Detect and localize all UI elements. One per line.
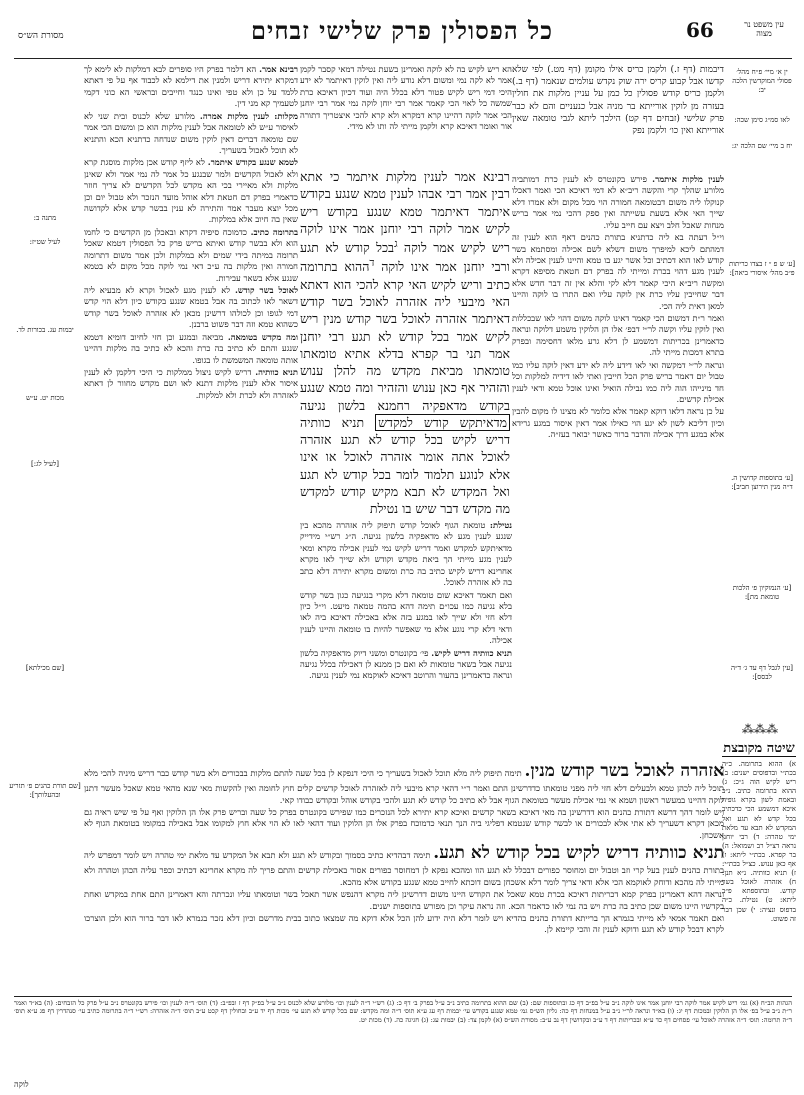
margin-note: לאו סמ״ג סימן שכה: (734, 116, 790, 124)
footnote-divider (14, 996, 792, 997)
margin-note: לעיל שט״ז: (29, 238, 61, 246)
margin-note: [עין לגבל דף עד ג׳ ד״ה לבסס]: (731, 664, 793, 681)
gemara-text: בכל קודש לא תגע ורבי יוחנן אמר אינו לוקה (300, 240, 510, 275)
tosafot-text: ואמר ר״ת דמשום הכי קאמר דאינו לוקה משום דהוי לאו שבכללות ואין לוקין עליו וקשה לר״י דבפ׳ אלו הן הלוקין משמע דלוקה ונראה כדאמרינן בכריתות דמשמע לן דלא גרע מלאו דחסימה ובפרק בתרא דמכות מייתי לה. (512, 313, 724, 358)
rashi-commentary (84, 64, 298, 754)
rashi-text: לא לענין מגע לאכול וקרא לא מבעיא ליה דשאר לאו לכתוב בה אבל בטמא שנגע בקודש כיון דלא הוי קדש דמי לגופו וכן לכולהו דרשינן מכאן לא אזהרה לאוכל בשר קודש כשהוא טמא וזה דבר פשוט ברבנן. (84, 285, 298, 330)
tosafot-heading: תניא כוותיה דריש לקיש. (431, 647, 512, 658)
catchword: לוקה (14, 1080, 29, 1089)
gemara-text: דאיתמר אזהרה לאוכל בשר קודש מנין ריש לקיש אמר בכל קודש לא תגע רבי יוחנן אמר תני בר קפרא בדלא אתיא טומאתו טומאתו מביאת מקדש מה להלן ענוש והזהיר אף כאן ענוש והזהיר (300, 311, 510, 396)
rashi-text: מלורע שלא לכנוס ובית שני לא לאיסור ע״ש לא לטומאה אבל לענין מלקות הוא כן ומשום הכי אמר שם טומאה דברים דאין לוקין משום שנדחה כדתניא הכא והתניא לא תוכל לאכול בשעריך. (84, 110, 298, 155)
tosafot-text: ונראה דהא דאמרינן בפרק קמא דכריתות דאיכא בכרת טמא שאכל את הקודש היינו משום דדרשינן ליה מקרא דהנפש אשר תאכל בשר וטומאתו עליו ונכרתה והא דאמרינן התם אחת במקדש ואחת בקדשיו היינו משום שכן כתיב בה כרת ויש בה נמי לאו כדאמר הכא. וזה נראה עיקר וכן מפורש בתוספות ישנים. (84, 889, 724, 911)
footnotes-block: הגהות הב״ח (א) גמ׳ ריש לקיש אמר לוקה רבי יוחנן אמר אינו לוקה נ״ב ע״ל בפ״ב דף כג ובתוספות שם: (ב) שם ההוא בתרומה כתיב נ״ב ע״ל בפרק ב׳ דף כ: (ג) רש״י ד״ה לענין וכו׳ מלורע שלא לכנוס נ״ב ע״ל בפ״ק דף ז ובפ״ב: (ד) תוס׳ ד״ה לענין וכו׳ פירש בקונטרס נ״ב ע״ל פרק כל הזבחים: (ה) בא״ד ואמר ר״ת נ״ב ע״ל בפ׳ אלו הן הלוקין ובמכות דף יג: (ו) בא״ד ונראה לר״י נ״ב ע״ל במנחות דף כה: גליון הש״ס גמ׳ טמא שנגע בקודש עי׳ יבמות דף עג ע״א תוס׳ ד״ה ומה מקדש: שם בכל קודש לא תגע עי׳ מכות דף יד ע״ב ובחולין דף קכט ע״ב תוס׳ ד״ה אזהרה: רש״י ד״ה בתרומה כתיב עי׳ סנהדרין דף פג ע״א תוס׳ ד״ה תרומה: תוס׳ ד״ה אזהרה לאוכל עי׳ פסחים דף כד ע״א ובכריתות דף ד ע״ב ובקדושין דף נב ע״ב: מסורת הש״ס (א) לקמן צד: (ב) יבמות עג: (ג) חגיגה כה. (ד) מכות יט. (14, 999, 792, 1024)
rashi-heading: תניא כוותיה. (255, 366, 298, 377)
rashi-text: כדמוכח סיפיה דקרא ובאכלן מן הקדשים כי לחמו הוא ולא בבשר קודש ואיתא בריש פרק כל הפסולין דטמא שאכל תרומה במיתה בידי שמים ולא במלקות ולכן אמר משום דתרומה חמורה ואין מלקות בה ע״כ דאי נמי לוקה מכל מקום לא בטמא שנגע אלא בשאר עבירות. (84, 226, 298, 283)
tosafot-lower-block (300, 520, 512, 760)
tosafot-text: פירש בקונטרס לא לענין כרת דמותביה מלורע שהלך קרי והקשה ריב״א לא דמי דאיכא הכי ואמר דאכלו קנוקלו ליה משום דבטומאה חמורה הוי מכל מקום ולא אמרו דלא שייך האי אלא בשעת עשייתה ואין ספק דהכי נמי אמר בריש מנחות שאכל חלב ויצא עם חייב עליו. (512, 174, 724, 230)
page-number: 66 (686, 18, 714, 42)
margin-note: [לעיל לג:] (31, 460, 59, 468)
rashi-text: הא דלמר בפרק היו סופרים לבא דמלקות לא לימא לך דמקרא יתירא דריש ולמנין את דילמא לא לכבוד אף על פי דאתא ללמד על כן ולא טפי ואינו כנגד וחייבים ובראשי הא כוני דקמי לטעמיך קא מני דין. (84, 64, 298, 109)
rashi-heading: ומה מקדש בטומאה. (227, 331, 298, 342)
margin-note: יבמות עג. בכורות לד. (16, 326, 74, 334)
gemara-top-right-block: דיבמות (דף ז.) ולקמן כריס אילו מקומן (דף מט.) לפי שלא קדשו אבל קבוע קריס ירה שוק נקדש עולמים שנאמר (דף ב.) ולקמן כריס קודש פסולין כל כמן על עניין מלקות את חולין בעזרה מן לוקין אורייתא בר מניה אבל כנעניים והם לא כבר פרק שלישי (זבחים דף קט) הילכך ליתא לגבי טומאה שאין אורייתא ואין כו׳ ולקמן נפק (512, 65, 724, 137)
margin-note: [ע׳ בתוספות קדושין ה. ד״ה מנין תירוצן חביב]: (731, 474, 793, 491)
tosafot-heading: אזהרה לאוכל בשר קודש מנין. (524, 761, 724, 781)
ein-mishpat-label: עין משפט נר מצוה (744, 20, 784, 39)
rashi-text: דריש לקיש ניצול ממלקות כי היכי דלקמן לא לענין איסור אלא לענין מלקות דתנא לאו ושם מקדש מחוור לן דאתא לאזהרה ולא לכרת ולא למלקות. (84, 366, 298, 400)
tosafot-heading: לענין מלקות איתמר. (652, 174, 724, 184)
shita-title: שיטה מקובצת (723, 741, 795, 756)
tosafot-text: על כן נראה דלאו דוקא קאמר אלא כלומר לא מצינו לו מקום להבין וכיון דליכא לשון לא יגע הוי כאילו אמר דאין איסור במגע גרידא אלא במגע דרך אכילה והדבר ברור כאשר יבואר בעז״ה. (512, 406, 724, 440)
margin-note: [ע׳ הנמוקיון פ׳ הלכות טומאת מת]: (732, 584, 792, 601)
rashi-heading: לאוכל בשר קודש. (234, 285, 298, 296)
rashi-heading: מקלות: לענין מלקות אמרה. (199, 110, 298, 121)
margin-note: [שם תורת כהנים פ׳ תזריע ובהעלותך]: (9, 782, 81, 799)
shita-mekubetzet-box (722, 740, 796, 990)
tosafot-text: ואם תאמר דאיכא שום טומאה דלא מקרי בנגיעה כגון בשר קודש בלא נגיעה כמו עכו״ם תימה דהא בהמה טמאה מיעט. וי״ל כיון דלא חזי ולא שייך לאו במגע בזה אלא באכילה דאיכא ביה לאו ודאי דלא קרי נוגע אלא מי שאפשר להיות בו טומאה והיינו לענין אכילה. (300, 589, 512, 646)
tosafot-heading: נטילת: (489, 520, 512, 530)
tosafot-text: ואם תאמר אמאי לא מייתי בגמרא הך ברייתא דתורת כהנים בהדיא ויש לומר דלא היה ידוע להן הכל אלא דוקא מה שמצאו כתוב בבית מדרשם וכיון דלא נזכר בגמרא לאו דבר ברור הוא ולכן הוצרכו לקרא דבכל קודש לא תגע ודוקא לענין זה והכי קיימא לן. (84, 913, 724, 935)
rashi-heading: בתרומה כתיב. (250, 226, 298, 237)
tosafot-text: פי׳ בקונטרס ומשני דיוק מדאפקיה בלשון נגיעה אבל בשאר טומאות לא ואם כן ממנא לן דאכילה בכלל נגיעה ונראה כדאמרינן בהעור והרוטב דאיכא לאוקמא נמי לענין נגיעה. (300, 647, 512, 681)
tosafot-top-block: הא ריש לקיש בה לא לוקה ואמרינן בשעת נטילה דמאי קסבר לקמן אמר לא לקה נמי ומשום דלא נודע ליה ואין לוקין דאיתמר לא ידע היכי דמי ריש לקיש פטור דלא בכלל היה ועוד דכיון דאיכא כרת שמשה כל לאוי הכי קאמר אמר רבי יוחן לוקה נמי אמר רבי יוחנן הכי אמר לוקה דהיינו קרא דמקרא ולא קרא להכי איצטריך דתורה אור ואומר דאיכא קרא ולקמן מייתי לה ותו לא מידי. (300, 64, 512, 132)
page-header (0, 14, 804, 58)
masoret-hashas-margin (8, 64, 82, 964)
footnote-marker: ד (369, 257, 375, 270)
shita-body: א) ההוא בתרומה. כ״ה בכת״י ובדפוסים ישנים: ב) ריש לקיש הוה ג״כ: ג) ההוא בתרומה כתיב. נ״ב ובאמת לשון בקרא גופיה איכא דמשמע הכי כדכתיב בכל קדש לא תגע ואל המקדש לא תבא עד מלאת ימי טהרה: ד) רבי יוחנן נראה דצ״ל רב ושמואל: ה) בר קפרא. בכת״י ליתא: ו) אף כאן ענוש. כצ״ל בכת״י: ז) תניא כוותיה. נ״א תנן: ח) אזהרה לאוכל בשר קודש. ובתוספתא פ״ב ליתא: ט) נטילת. כ״ה בדפוס ונציה: י) שכן דבר זה פשוט. (722, 760, 796, 923)
rashi-text: מביאה ובמגע וכן חזי לחיוב דומיא דטמא שנגע והתם לא כתיב בה כרת והכא לא כתיב בה מלקות דהיינו אותה טומאה המשמשת לו בגופו. (84, 331, 298, 365)
tosafot-text: ונראה לר״י דמקשה ואי לאו דידע ליה לא ידע דאין לוקה עליו כמו טבול יום דאמר בריש פרק הכל חייבין ואתי לאו דידיה למלקות וכל חד מינייהו הוה ליה כמו נבילה הואיל ואינו אוכל טמא ודאי לענין אכילת קדשים. (512, 359, 724, 405)
masoret-hashas-label: מסורת הש״ס (18, 31, 64, 41)
tosafot-commentary (512, 174, 724, 764)
gemara-text: תניא כוותיה דריש לקיש בכל קודש לא תגע אזהרה לאוכל אתה אומר אזהרה לאוכל או אינו אלא לנוגע תלמוד לומר בכל קודש לא תגע ואל המקדש לא תבא מקיש קודש למקדש מה מקדש דבר שיש בו נטילת (300, 414, 510, 517)
ornament-divider: ⁂⁂⁂ (742, 722, 778, 736)
margin-note: [שם מכילתא] (25, 664, 65, 672)
gemara-text: ההוא בתרומה כתיב וריש לקיש האי קרא להכי הוא דאתא האי מיבעי ליה אזהרה לאוכל בשר קודש (300, 259, 510, 310)
tosafot-text: וי״ל דעתה בא ליה כדתניא בתורת כהנים דאף הוא לענין זה דמהתם ליכא למיפרך משום דשלא לשם אכילה ומסתמא בשר קודש לאו הוא דכתיב וכל אשר יגע בו טמא והיינו לענין אכילה ולא לענין מגע דהוי בכרת ומייתי לה בפרק דם חטאת מסיפא דקרא ומקשה ריב״א היכי קאמר דלא לקי והלא אין זה דבר חדש אלא דבר שחייבין עליו כרת אין לוקה עליו ואם התרו בו לוקה והיינו למאן דאית ליה הכי. (512, 232, 724, 311)
tosafot-text: תימה דבהדיא כתיב בסמוך ובקודש לא תגע ולא תבא אל המקדש עד מלאת ימי טהרה ויש לומר דמפרש ליה בתורת כהנים לענין בעל קרי וזב וטבול יום ומחוסר כפורים דבכלל לא תגע הוו ומהכא נפקא לן דמחוסר כפורים אסור באכילת קדשים והתם פריך לה מקרא אחרינא דכתיב וכפר עליה הכהן וטהרה ולא מייתי לה מהכא ודוחק לאוקמא הכי אלא ודאי צריך לומר דלא אשכחן בשום דוכתא לחייב טמא שנגע בקודש אלא מהכא. (84, 850, 724, 887)
tosafot-heading: תניא כוותיה דריש לקיש בכל קודש לא תגע. (433, 843, 724, 864)
boxed-phrase: מדאיתקש קודש למקדש (375, 414, 510, 431)
rashi-text: לא ליזף קודש אכן מלקות מוסגת קרא ולא לאכול הקדשים ולמר שבנגע כל אמר לה נמי אמר ולא שאינן מלקות ולא מאיירי בכי הא מקדש לכל הקדשים לא צריך חוזר כדאמרי בפרק דם חטאת דלא אוהל מועד הנזכר ולא טבול יום וכן מכל יוצא מעבר אמר והתירה לא ענין בבשר קדש אלא לקדושה שאין בה חיוב אלא במלקות. (84, 157, 298, 225)
margin-note: [ע׳ ש פ ״ ז בצדו כריתות פ״ב מהל׳ איסורי ביאה]: (728, 260, 796, 277)
tosafot-text: ויש לומר דהך דרשא דתורת כהנים הוא דדרשינן בה מאי דאיכא בשאר קדשים ואיכא קרא יתירא לכל הנזכרים כמו שפירש בקונטרס בפרק כל שעה ובריש פרק אלו הן הלוקין ואף על פי שיש ראיה גם מכאן דקרא דשעריך לא אתי אלא לבכורים או לבשר קודש שנטמא דפליגי ביה הנך תנאי כדמוכח בפרק אלו הן הלוקין ועוד דהאי לאו לא הוי אלא חוץ למקומו אבל באכילה במקומו בטומאת הגוף לא אשכחן. (84, 806, 724, 840)
tosafot-text: תימה תיפוק ליה מלא תוכל לאכול בשעריך כי היכי דנפקא לן בכל שעה להתם מלקות בבכורים ולא בשר קודש כבר דריש מיניה להכי מלא תוכל ליה לכהן טמא ולבעלים דלא חזי ליה מפני טומאתו כדדרשינן התם ואמר ר״י דהאי קרא מיבעי ליה לאזהרה לאוכל קדשים קלים חוץ לחומה ואין להקשות מאי שנא מהאי טמא שאכל מעשר דתנן לוקה דהיינו במעשר ראשון ושמא אי נמי אכילת מעשר בטומאת הגוף אבל לא כתיב כל קודש לא תגע ולהכי בקודש אוהל ובקודש כבודו קאי. (84, 768, 724, 805)
tosafot-text: טומאת הגוף לאוכל קודש תיפוק ליה אזהרה מהכא בין שנגע לענין מגע לא מדאפקיה בלשון נגיעה. ה״ג רש״י מידייק מדאיתקש למקדש ואמר דריש לקיש נמי לענין אכילה מקרא ומאי לענין מגע מייתי הך ביאת מקדש וקודש ולא שייך לאו מקרא אחרינא דריש לקיש כתיב בה כרת ומשום מקרא יתירה דלא כתב בה לא אזהרה לאוכל. (300, 520, 512, 588)
gemara-text: ומה טמא שנגע בקודש מדאפקיה רחמנא בלשון נגיעה (300, 380, 510, 413)
margin-note: מכות יט. ע״ש (26, 394, 64, 402)
margin-note: מתנה ב: (33, 214, 57, 222)
header-divider (14, 58, 792, 59)
tosafot-bottom-block (84, 760, 724, 992)
page-title: כל הפסולין פרק שלישי זבחים (251, 16, 553, 45)
footnote-marker: ג (394, 238, 398, 250)
rashi-heading: לטמא שנגע בקודש איתמר. (207, 157, 298, 168)
rashi-heading: רבינא אמר. (259, 64, 298, 74)
margin-note: ין א׳ מיי׳ פ״ח מהל׳ פסולי המוקדשין הלכה יב: (732, 68, 792, 94)
gemara-main-text (300, 168, 510, 518)
margin-note: יח ב מיי׳ שם הלכה יג: (731, 142, 793, 150)
gemara-text: רבינא אמר לענין מלקות איתמר כי אתא רבין אמר רבי אבהו לענין טמא שנגע בקודש איתמר דאיתמר טמא שנגע בקודש ריש לקיש אמר לוקה רבי יוחנן אמר אינו לוקה ריש לקיש אמר לוקה (300, 169, 510, 256)
